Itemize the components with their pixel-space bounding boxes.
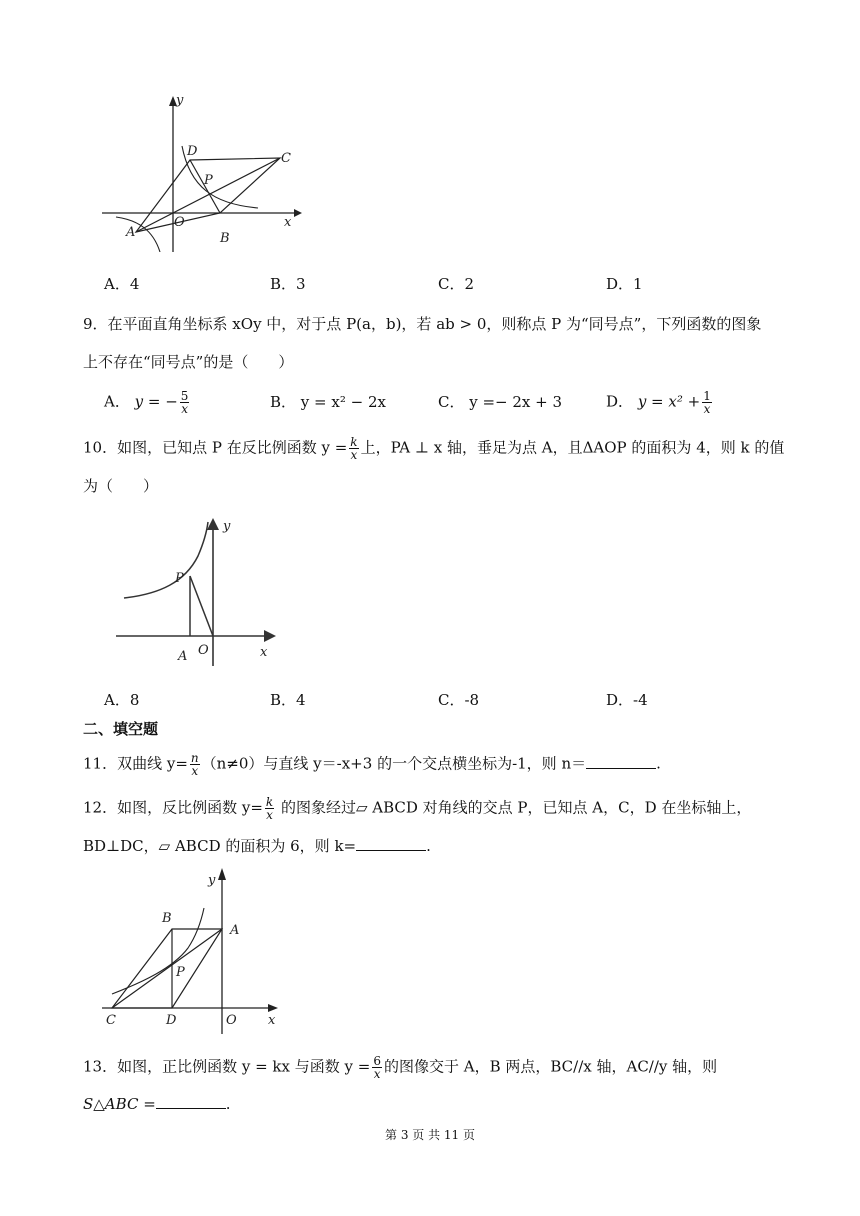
q8-label-D: D: [187, 144, 198, 159]
q8-label-y: y: [176, 93, 184, 108]
q9-option-c: C． y =− 2x + 3: [438, 393, 563, 411]
q9-text-line1: 9．在平面直角坐标系 xOy 中，对于点 P(a，b)，若 ab > 0，则称点 P 为“同号点”，下列函数的图象: [83, 315, 762, 333]
q10-label-y: y: [223, 519, 231, 534]
q10-text-line1: 10．如图，已知点 P 在反比例函数 y = $\frac{k}{x}$ 上，PA ⊥ x 轴，垂足为点 A，且ΔAOP 的面积为 4，则 k 的值: [83, 435, 785, 462]
q13-answer-blank: [156, 1094, 226, 1109]
q8-label-P: P: [204, 173, 213, 188]
q10-option-a: A．8: [104, 691, 140, 709]
q13-text-line2: S△ABC = .: [83, 1095, 231, 1113]
q11-fraction: $\frac{n}{x}$: [190, 751, 199, 778]
q8-label-B: B: [220, 231, 230, 246]
q8-label-x: x: [284, 215, 292, 230]
q9-option-a-fraction: $\frac{5}{x}$: [180, 389, 189, 416]
q12-label-P: P: [176, 965, 185, 980]
q8-option-a: A．4: [104, 275, 140, 293]
q12-answer-blank: [356, 836, 426, 851]
q9-option-a: [104, 390, 191, 415]
q10-label-O: O: [198, 643, 209, 658]
q9-option-a-expr: y = −: [134, 392, 178, 411]
q10-option-d: D．-4: [606, 691, 648, 709]
q13-text-line1: 13．如图，正比例函数 y = kx 与函数 y = $\frac{6}{x}$ 的图像交于 A，B 两点，BC//x 轴，AC//y 轴，则: [83, 1054, 718, 1081]
q12-label-x: x: [268, 1013, 276, 1028]
q10-figure: [110, 512, 280, 672]
q8-label-A: A: [126, 225, 136, 240]
q8-option-c: C．2: [438, 275, 475, 293]
q9-option-d-fraction: $\frac{1}{x}$: [703, 389, 711, 416]
q12-figure: [98, 864, 288, 1034]
q8-label-O: O: [174, 215, 185, 230]
section-heading: 二、填空题: [83, 720, 159, 738]
q10-label-P: P: [175, 571, 184, 586]
q10-fraction: $\frac{k}{x}$: [350, 435, 358, 462]
q10-label-A: A: [178, 649, 188, 664]
q9-option-d: [606, 390, 714, 415]
q9-text-line2: 上不存在“同号点”的是（ ）: [83, 353, 294, 371]
q8-option-d: D．1: [606, 275, 643, 293]
q8-figure: [98, 92, 308, 252]
q9-option-d-label: D．: [606, 392, 634, 411]
q8-label-C: C: [281, 151, 291, 166]
q12-label-D: D: [166, 1013, 177, 1028]
q12-fraction: $\frac{k}{x}$: [265, 795, 274, 822]
q8-option-b: B．3: [270, 275, 306, 293]
q12-label-C: C: [106, 1013, 116, 1028]
q11-text: 11．双曲线 y= $\frac{n}{x}$ （n≠0）与直线 y＝-x+3 的一个交点横坐标为-1，则 n＝ .: [83, 751, 661, 778]
q9-option-b: B． y = x² − 2x: [270, 393, 386, 411]
q12-label-y: y: [208, 873, 216, 888]
q9-option-d-expr: y = x² +: [637, 392, 701, 411]
q13-fraction: $\frac{6}{x}$: [373, 1054, 381, 1081]
q10-label-x: x: [260, 645, 268, 660]
page-footer: 第 3 页 共 11 页: [385, 1128, 475, 1142]
q10-option-b: B．4: [270, 691, 306, 709]
q10-option-c: C．-8: [438, 691, 480, 709]
q12-label-A: A: [230, 923, 240, 938]
q12-label-O: O: [226, 1013, 237, 1028]
q12-label-B: B: [162, 911, 172, 926]
q12-text-line1: 12．如图，反比例函数 y= $\frac{k}{x}$ 的图象经过▱ ABCD 对角线的交点 P，已知点 A，C，D 在坐标轴上，: [83, 795, 752, 822]
q10-text-line2: 为（ ）: [83, 477, 159, 495]
q11-answer-blank: [586, 754, 656, 769]
q9-option-a-label: A．: [104, 392, 130, 411]
q12-text-line2: BD⊥DC，▱ ABCD 的面积为 6，则 k= .: [83, 837, 431, 855]
